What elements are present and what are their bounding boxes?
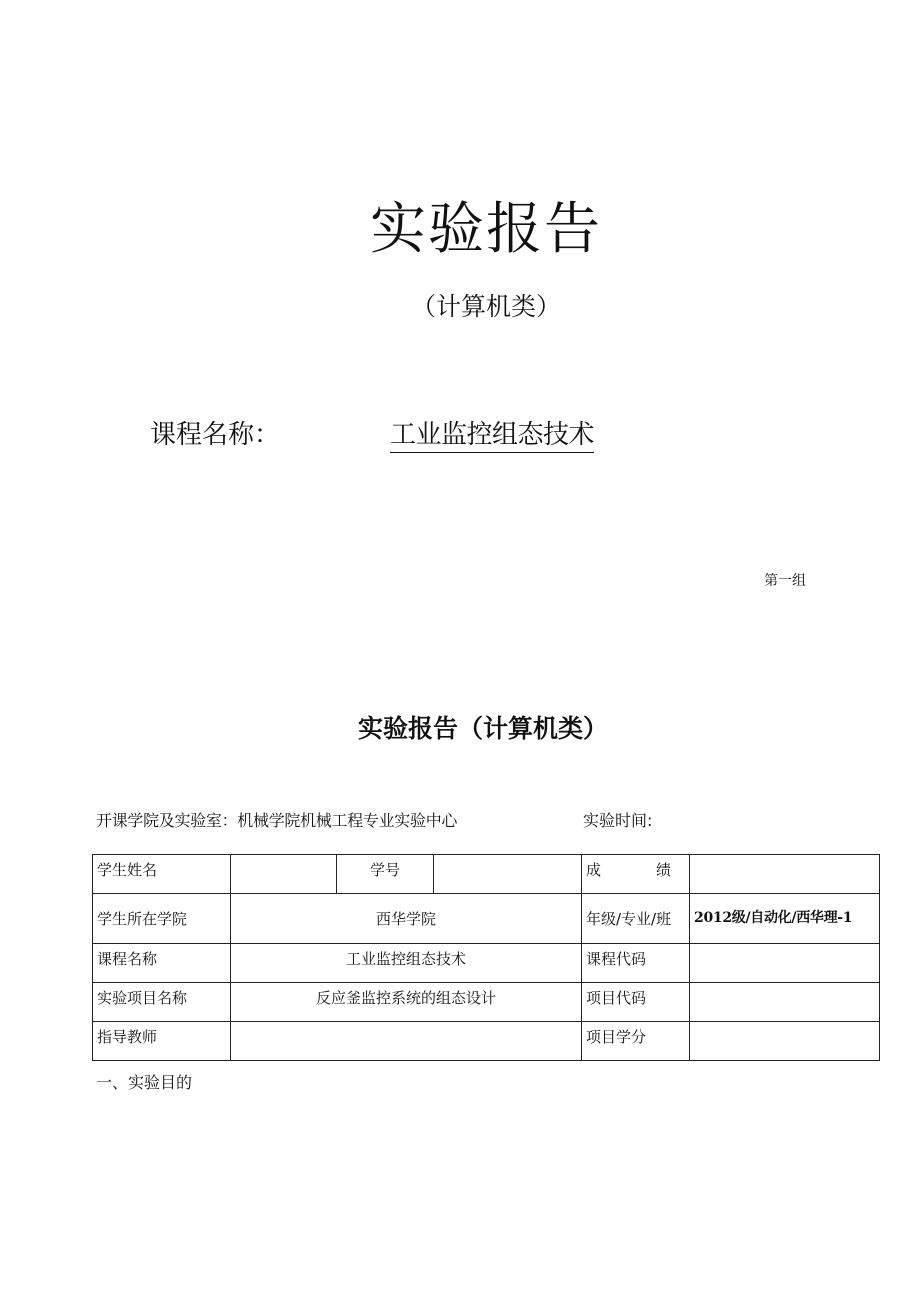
project-name-value[interactable]: 反应釜监控系统的组态设计 — [231, 983, 582, 1022]
student-info-table — [92, 854, 880, 1061]
project-code-label: 项目代码 — [582, 983, 690, 1022]
course-name-label: 课程名称 — [93, 944, 231, 983]
table-row — [93, 894, 880, 944]
project-credit-label: 项目学分 — [582, 1022, 690, 1061]
grade-label-second: 绩 — [655, 861, 671, 879]
grade-label-first: 成 — [586, 861, 602, 879]
table-row — [93, 983, 880, 1022]
student-id-label: 学号 — [337, 855, 434, 894]
lab-info: 开课学院及实验室：机械学院机械工程专业实验中心 — [96, 811, 458, 830]
project-name-label: 实验项目名称 — [93, 983, 231, 1022]
student-id-value[interactable] — [434, 855, 582, 894]
course-code-value[interactable] — [690, 944, 880, 983]
project-code-value[interactable] — [690, 983, 880, 1022]
class-label: 年级/专业/班 — [582, 894, 690, 944]
cover-course-label: 课程名称： — [150, 420, 281, 450]
class-value[interactable]: 2012级/自动化/西华理-1 — [690, 894, 880, 944]
table-row — [93, 855, 880, 894]
group-label: 第一组 — [764, 573, 806, 589]
student-name-label: 学生姓名 — [93, 855, 231, 894]
grade-label — [582, 855, 690, 894]
teacher-value[interactable] — [231, 1022, 582, 1061]
table-row — [93, 1022, 880, 1061]
cover-subtitle: （计算机类） — [410, 292, 561, 321]
course-name-value[interactable]: 工业监控组态技术 — [231, 944, 582, 983]
section-heading-objectives: 一、实验目的 — [96, 1073, 193, 1092]
college-value[interactable]: 西华学院 — [231, 894, 582, 944]
student-name-value[interactable] — [231, 855, 337, 894]
cover-course-value: 工业监控组态技术 — [390, 420, 594, 453]
lab-time: 实验时间: — [583, 811, 653, 830]
grade-value[interactable] — [690, 855, 880, 894]
report-header: 实验报告（计算机类） — [357, 714, 608, 743]
table-row — [93, 944, 880, 983]
course-code-label: 课程代码 — [582, 944, 690, 983]
teacher-label: 指导教师 — [93, 1022, 231, 1061]
college-label: 学生所在学院 — [93, 894, 231, 944]
project-credit-value[interactable] — [690, 1022, 880, 1061]
cover-title: 实验报告 — [370, 197, 602, 262]
